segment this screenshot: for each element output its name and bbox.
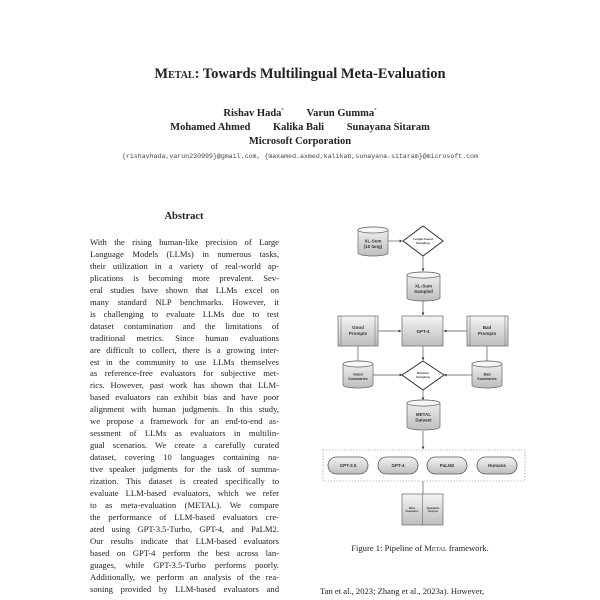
svg-text:Prompts: Prompts	[348, 331, 368, 336]
abstract-line: eral studies have shown that LLMs excel on	[90, 284, 279, 295]
cylinder-xlsum	[358, 227, 388, 256]
abstract-line: soning provided by LLM-based evaluators and	[90, 583, 279, 594]
affiliation: Microsoft Corporation	[248, 136, 352, 147]
author-row-1	[0, 108, 600, 119]
abstract-line: Our results indicate that LLM-based evaluators	[90, 535, 279, 546]
abstract-line: sessment of LLMs as evaluators in multilin-	[90, 428, 279, 439]
abstract-line: Language Models (LLMs) in numerous tasks,	[90, 248, 279, 259]
svg-text:Bad: Bad	[483, 372, 491, 377]
abstract-line: rics. However, past work has shown that LLM-	[90, 380, 279, 391]
abstract-line: their utilization in a variety of real-world ap-	[90, 260, 279, 271]
abstract-line: rization. This dataset is created specifically to	[90, 476, 279, 487]
svg-text:Dataset: Dataset	[415, 417, 432, 423]
evaluator-pill	[427, 457, 467, 474]
abstract-line: based evaluators can exhibit bias and have poor	[90, 392, 279, 403]
body-text-partial: Tan et al., 2023; Zhang et al., 2023a). However,	[320, 586, 485, 596]
evaluator-pills	[328, 457, 517, 474]
svg-text:XL-Sum: XL-Sum	[414, 283, 433, 289]
abstract-line: tive speaker judgments for the task of summa-	[90, 464, 279, 475]
abstract-line: dataset contamination and the limitations of	[90, 320, 279, 331]
evaluator-pill	[328, 457, 368, 474]
abstract-line: alignment with human judgments. In this study,	[90, 404, 279, 415]
svg-text:Bad: Bad	[482, 325, 492, 330]
author: Kalika Bali	[273, 122, 325, 133]
author: Mohamed Ahmed	[170, 122, 251, 133]
author: Sunayana Sitaram	[346, 122, 430, 133]
abstract-line: to as meta-evaluation (METAL). We compare	[90, 499, 279, 510]
svg-text:Meta: Meta	[409, 507, 415, 510]
pipeline-figure	[310, 210, 530, 540]
abstract-body	[90, 237, 279, 596]
box-gpt4	[402, 316, 443, 346]
figure-caption: Figure 1: Pipeline of Metal framework.	[351, 543, 489, 553]
svg-text:GPT-4: GPT-4	[416, 329, 430, 334]
svg-text:Length-based: Length-based	[413, 237, 433, 241]
svg-text:Summaries: Summaries	[477, 377, 497, 382]
abstract-line: are difficult to collect, there is a growing inter-	[90, 344, 279, 355]
svg-text:Summaries: Summaries	[348, 377, 368, 382]
abstract-line: based on GPT-4 perform the best across lan-	[90, 547, 279, 558]
box-bad-prompts	[467, 316, 508, 346]
abstract-line: traditional metrics. Since human evaluations	[90, 332, 279, 343]
svg-text:(10 lang): (10 lang)	[363, 244, 383, 249]
svg-text:Good: Good	[352, 325, 364, 330]
svg-text:XL-Sum: XL-Sum	[364, 238, 382, 244]
abstract-line: ated using GPT-3.5-Turbo, GPT-4, and PaLM2.	[90, 523, 279, 534]
abstract-line: gual scenarios. We create a carefully curated	[90, 440, 279, 451]
abstract-line: we propose a framework for an end-to-end as-	[90, 416, 279, 427]
author: Varun Gumma*	[306, 108, 377, 119]
author-row-2	[0, 122, 600, 133]
abstract-line: plications is becoming more prevalent. Sev-	[90, 272, 279, 283]
svg-text:Sampling: Sampling	[416, 241, 430, 245]
paper-title	[0, 66, 600, 83]
svg-text:METAL: METAL	[415, 412, 432, 417]
abstract-heading: Abstract	[164, 211, 204, 222]
svg-text:GPT-4: GPT-4	[391, 463, 405, 468]
svg-text:Prompts: Prompts	[477, 331, 497, 336]
svg-text:Good: Good	[353, 372, 363, 377]
evaluator-pill	[378, 457, 418, 474]
svg-text:Sampling: Sampling	[416, 375, 430, 379]
svg-text:Sampled: Sampled	[414, 289, 433, 294]
abstract-line: Additionally, we perform an analysis of the rea-	[90, 571, 279, 582]
abstract-line: as reference-free evaluators for subjective met-	[90, 368, 279, 379]
svg-text:GPT-3.5: GPT-3.5	[339, 463, 357, 468]
evaluator-pill	[477, 457, 517, 474]
box-analysis	[402, 494, 443, 525]
svg-text:Random: Random	[417, 371, 429, 375]
title-name: Metal	[154, 66, 195, 82]
title-rest: : Towards Multilingual Meta-Evaluation	[194, 66, 446, 82]
svg-text:PaLM2: PaLM2	[439, 463, 455, 468]
box-good-prompts	[338, 316, 378, 346]
abstract-line: the performance of LLM-based evaluators cre-	[90, 511, 279, 522]
cylinder-bad-summaries	[472, 361, 502, 388]
author-emails: {rishavhada,varun230999}@gmail.com, {maxamed.axmed,kalikab,sunayana.sitaram}@microsoft.com	[121, 153, 479, 160]
cylinder-good-summaries	[343, 361, 373, 388]
abstract-line: many standard NLP benchmarks. However, it	[90, 296, 279, 307]
abstract-line: With the rising human-like precision of Large	[90, 237, 279, 247]
cylinder-xlsum-sampled	[407, 272, 440, 301]
abstract-line: guages, while GPT-3.5-Turbo performs poorly.	[90, 559, 279, 570]
abstract-line: dataset, covering 10 languages containing na-	[90, 452, 279, 463]
svg-text:Qualitative: Qualitative	[426, 507, 440, 510]
abstract-line: evaluate LLM-based evaluators, which we refer	[90, 488, 279, 499]
cylinder-metal-dataset	[407, 400, 440, 430]
svg-text:Analysis: Analysis	[427, 510, 439, 513]
abstract-line: is challenging to evaluate LLMs due to test	[90, 308, 279, 319]
svg-text:Evaluation: Evaluation	[405, 510, 419, 513]
svg-text:Humans: Humans	[488, 463, 506, 468]
abstract-line: est in the community to use LLMs themselves	[90, 356, 279, 367]
author: Rishav Hada*	[223, 108, 284, 119]
